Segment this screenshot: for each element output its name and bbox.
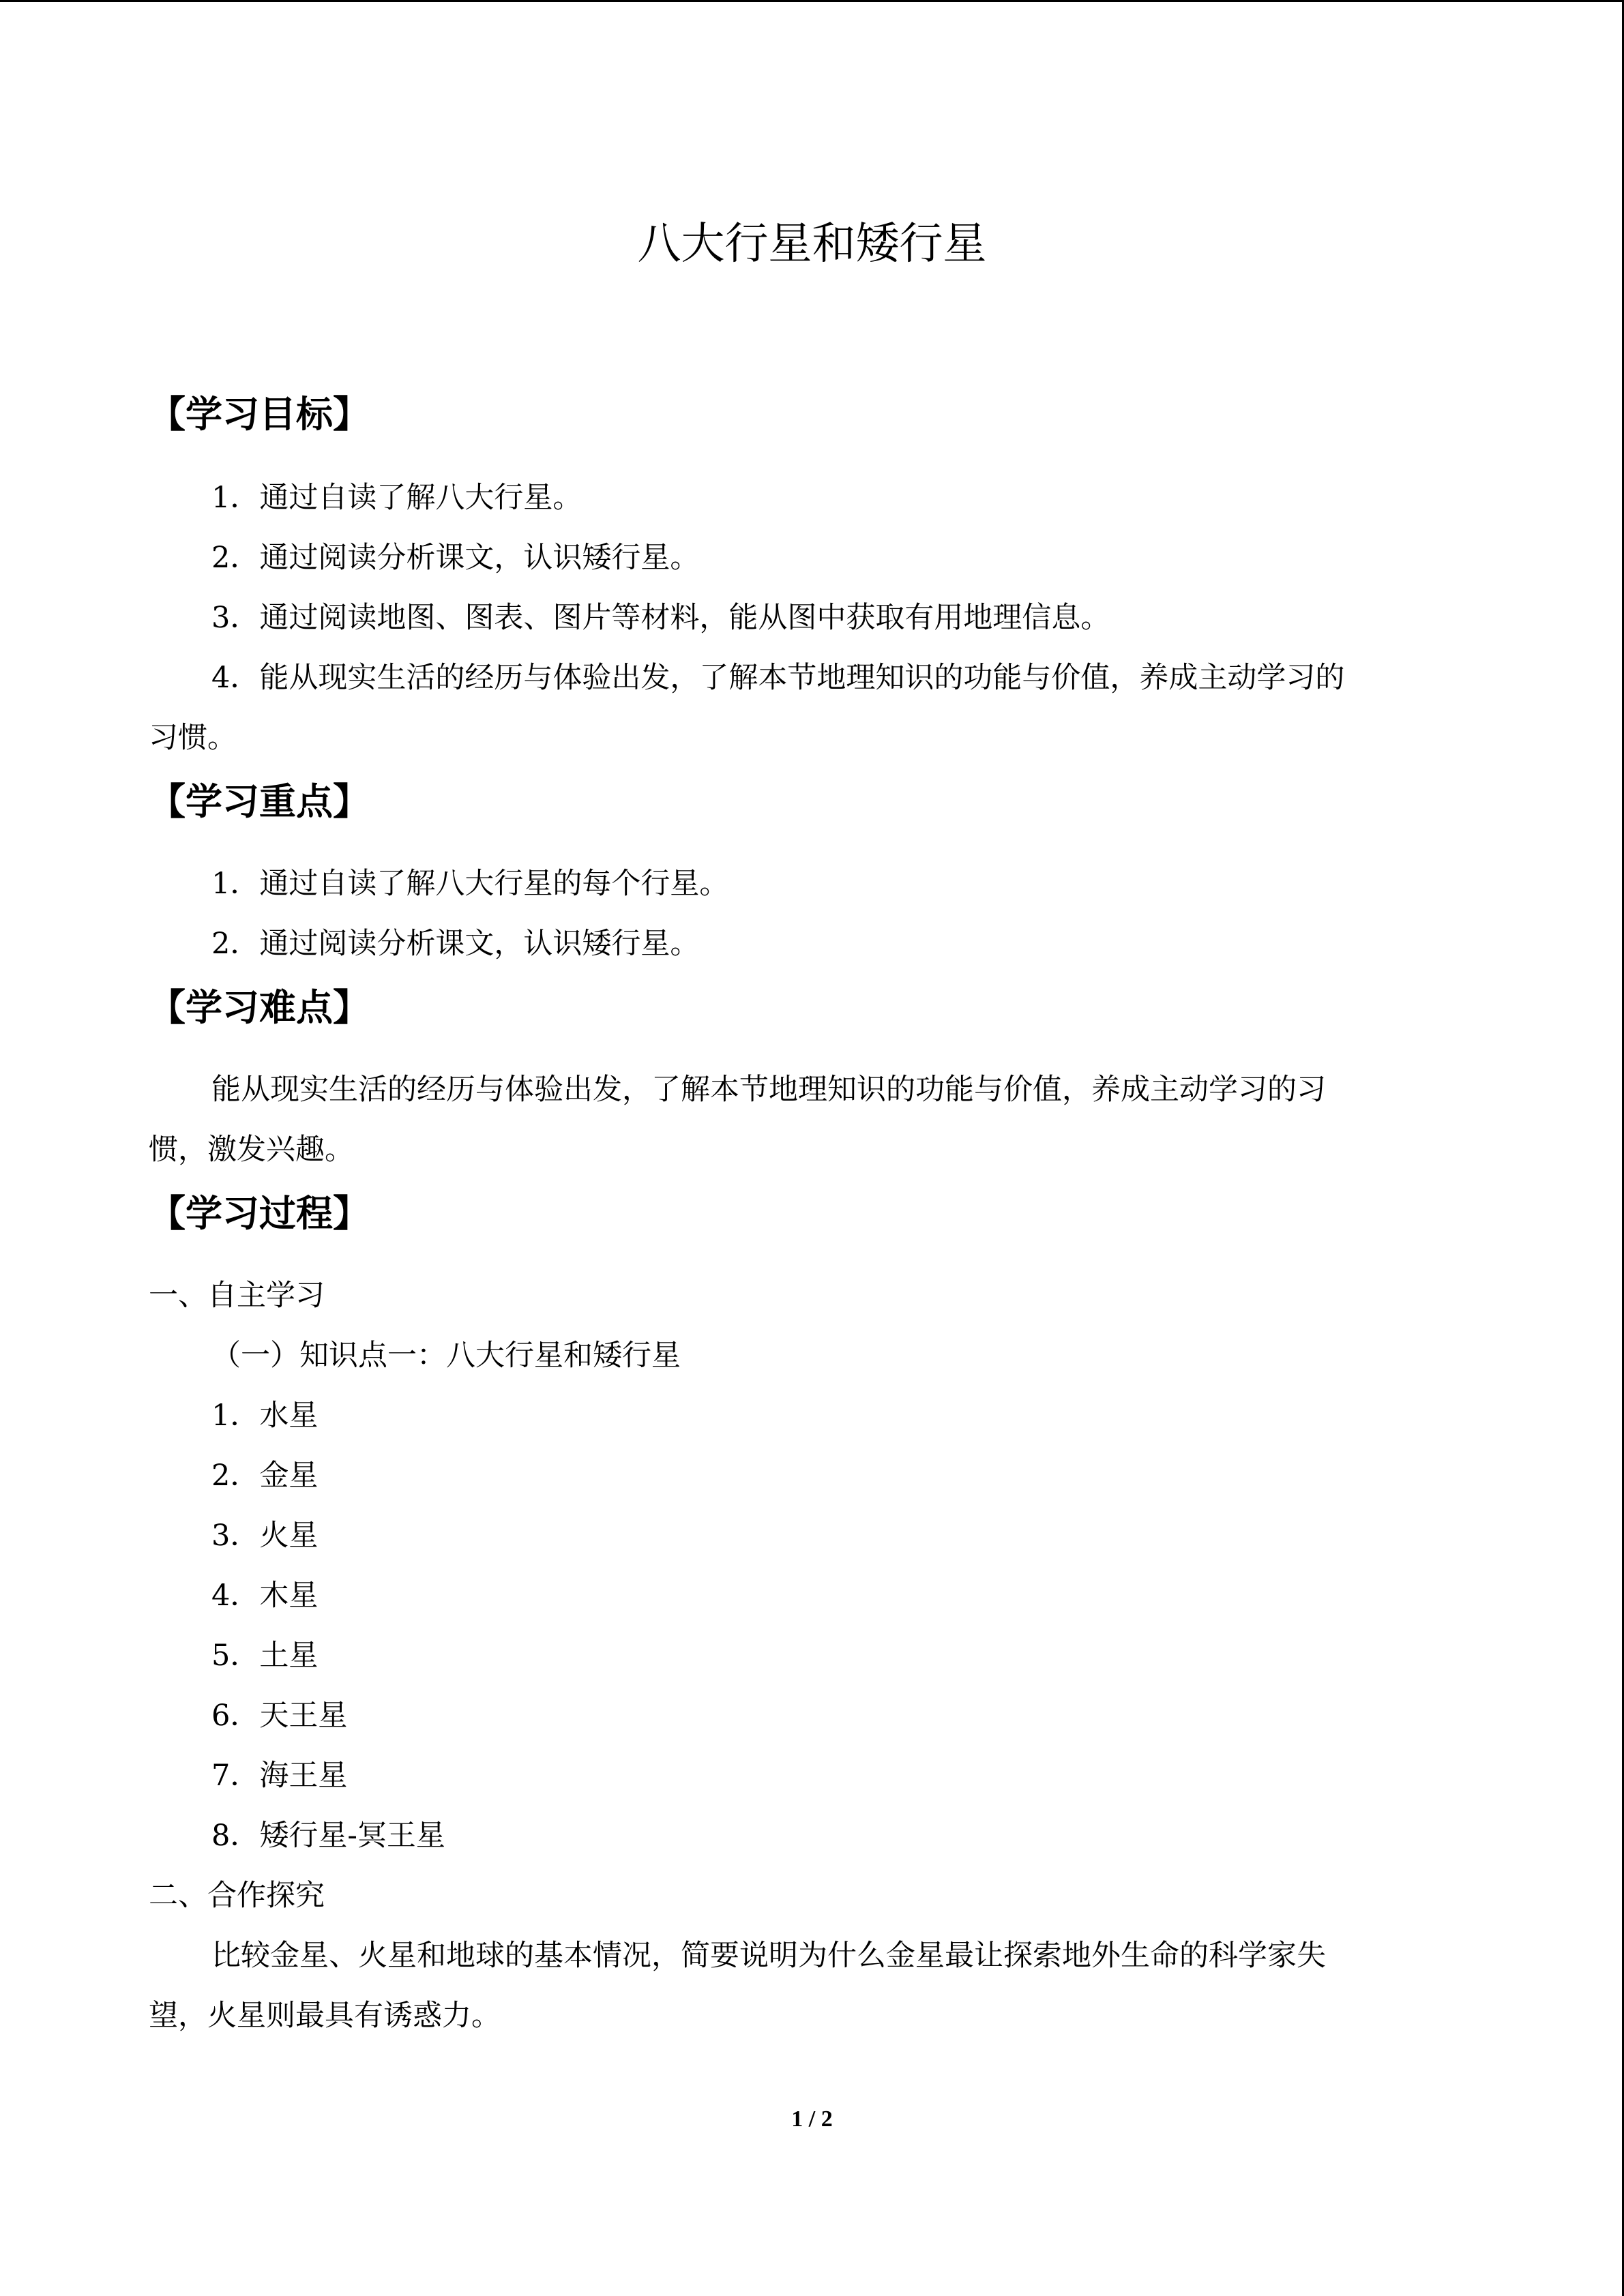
planet-item: 2．金星	[211, 1459, 319, 1493]
document-title: 八大行星和矮行星	[637, 219, 987, 269]
objective-item: 1．通过自读了解八大行星。	[211, 481, 582, 515]
part1-heading: 一、自主学习	[149, 1279, 325, 1313]
section-heading-difficulties: 【学习难点】	[149, 986, 370, 1029]
section-heading-process: 【学习过程】	[149, 1192, 370, 1235]
difficulty-text-continuation: 惯，激发兴趣。	[149, 1133, 354, 1167]
planet-item: 1．水星	[211, 1399, 319, 1433]
part2-heading: 二、合作探究	[149, 1879, 325, 1913]
key-point-item: 2．通过阅读分析课文，认识矮行星。	[211, 927, 700, 961]
key-point-item: 1．通过自读了解八大行星的每个行星。	[211, 867, 729, 901]
objective-item: 3．通过阅读地图、图表、图片等材料，能从图中获取有用地理信息。	[211, 601, 1110, 635]
planet-item: 4．木星	[211, 1579, 319, 1613]
planet-item: 5．土星	[211, 1639, 319, 1673]
part2-text-continuation: 望，火星则最具有诱惑力。	[149, 1999, 501, 2033]
objective-item-continuation: 习惯。	[149, 721, 237, 755]
planet-item: 3．火星	[211, 1519, 319, 1553]
page-number: 1 / 2	[791, 2106, 833, 2132]
planet-item: 7．海王星	[211, 1759, 348, 1793]
section-heading-objectives: 【学习目标】	[149, 393, 370, 436]
knowledge-point-heading: （一）知识点一：八大行星和矮行星	[211, 1339, 681, 1373]
section-heading-key-points: 【学习重点】	[149, 780, 370, 823]
planet-item: 8．矮行星-冥王星	[211, 1819, 445, 1853]
part2-text: 比较金星、火星和地球的基本情况，简要说明为什么金星最让探索地外生命的科学家失	[211, 1939, 1326, 1973]
planet-item: 6．天王星	[211, 1699, 348, 1733]
objective-item: 4．能从现实生活的经历与体验出发，了解本节地理知识的功能与价值，养成主动学习的	[211, 661, 1345, 695]
difficulty-text: 能从现实生活的经历与体验出发，了解本节地理知识的功能与价值，养成主动学习的习	[211, 1073, 1326, 1107]
objective-item: 2．通过阅读分析课文，认识矮行星。	[211, 541, 700, 575]
